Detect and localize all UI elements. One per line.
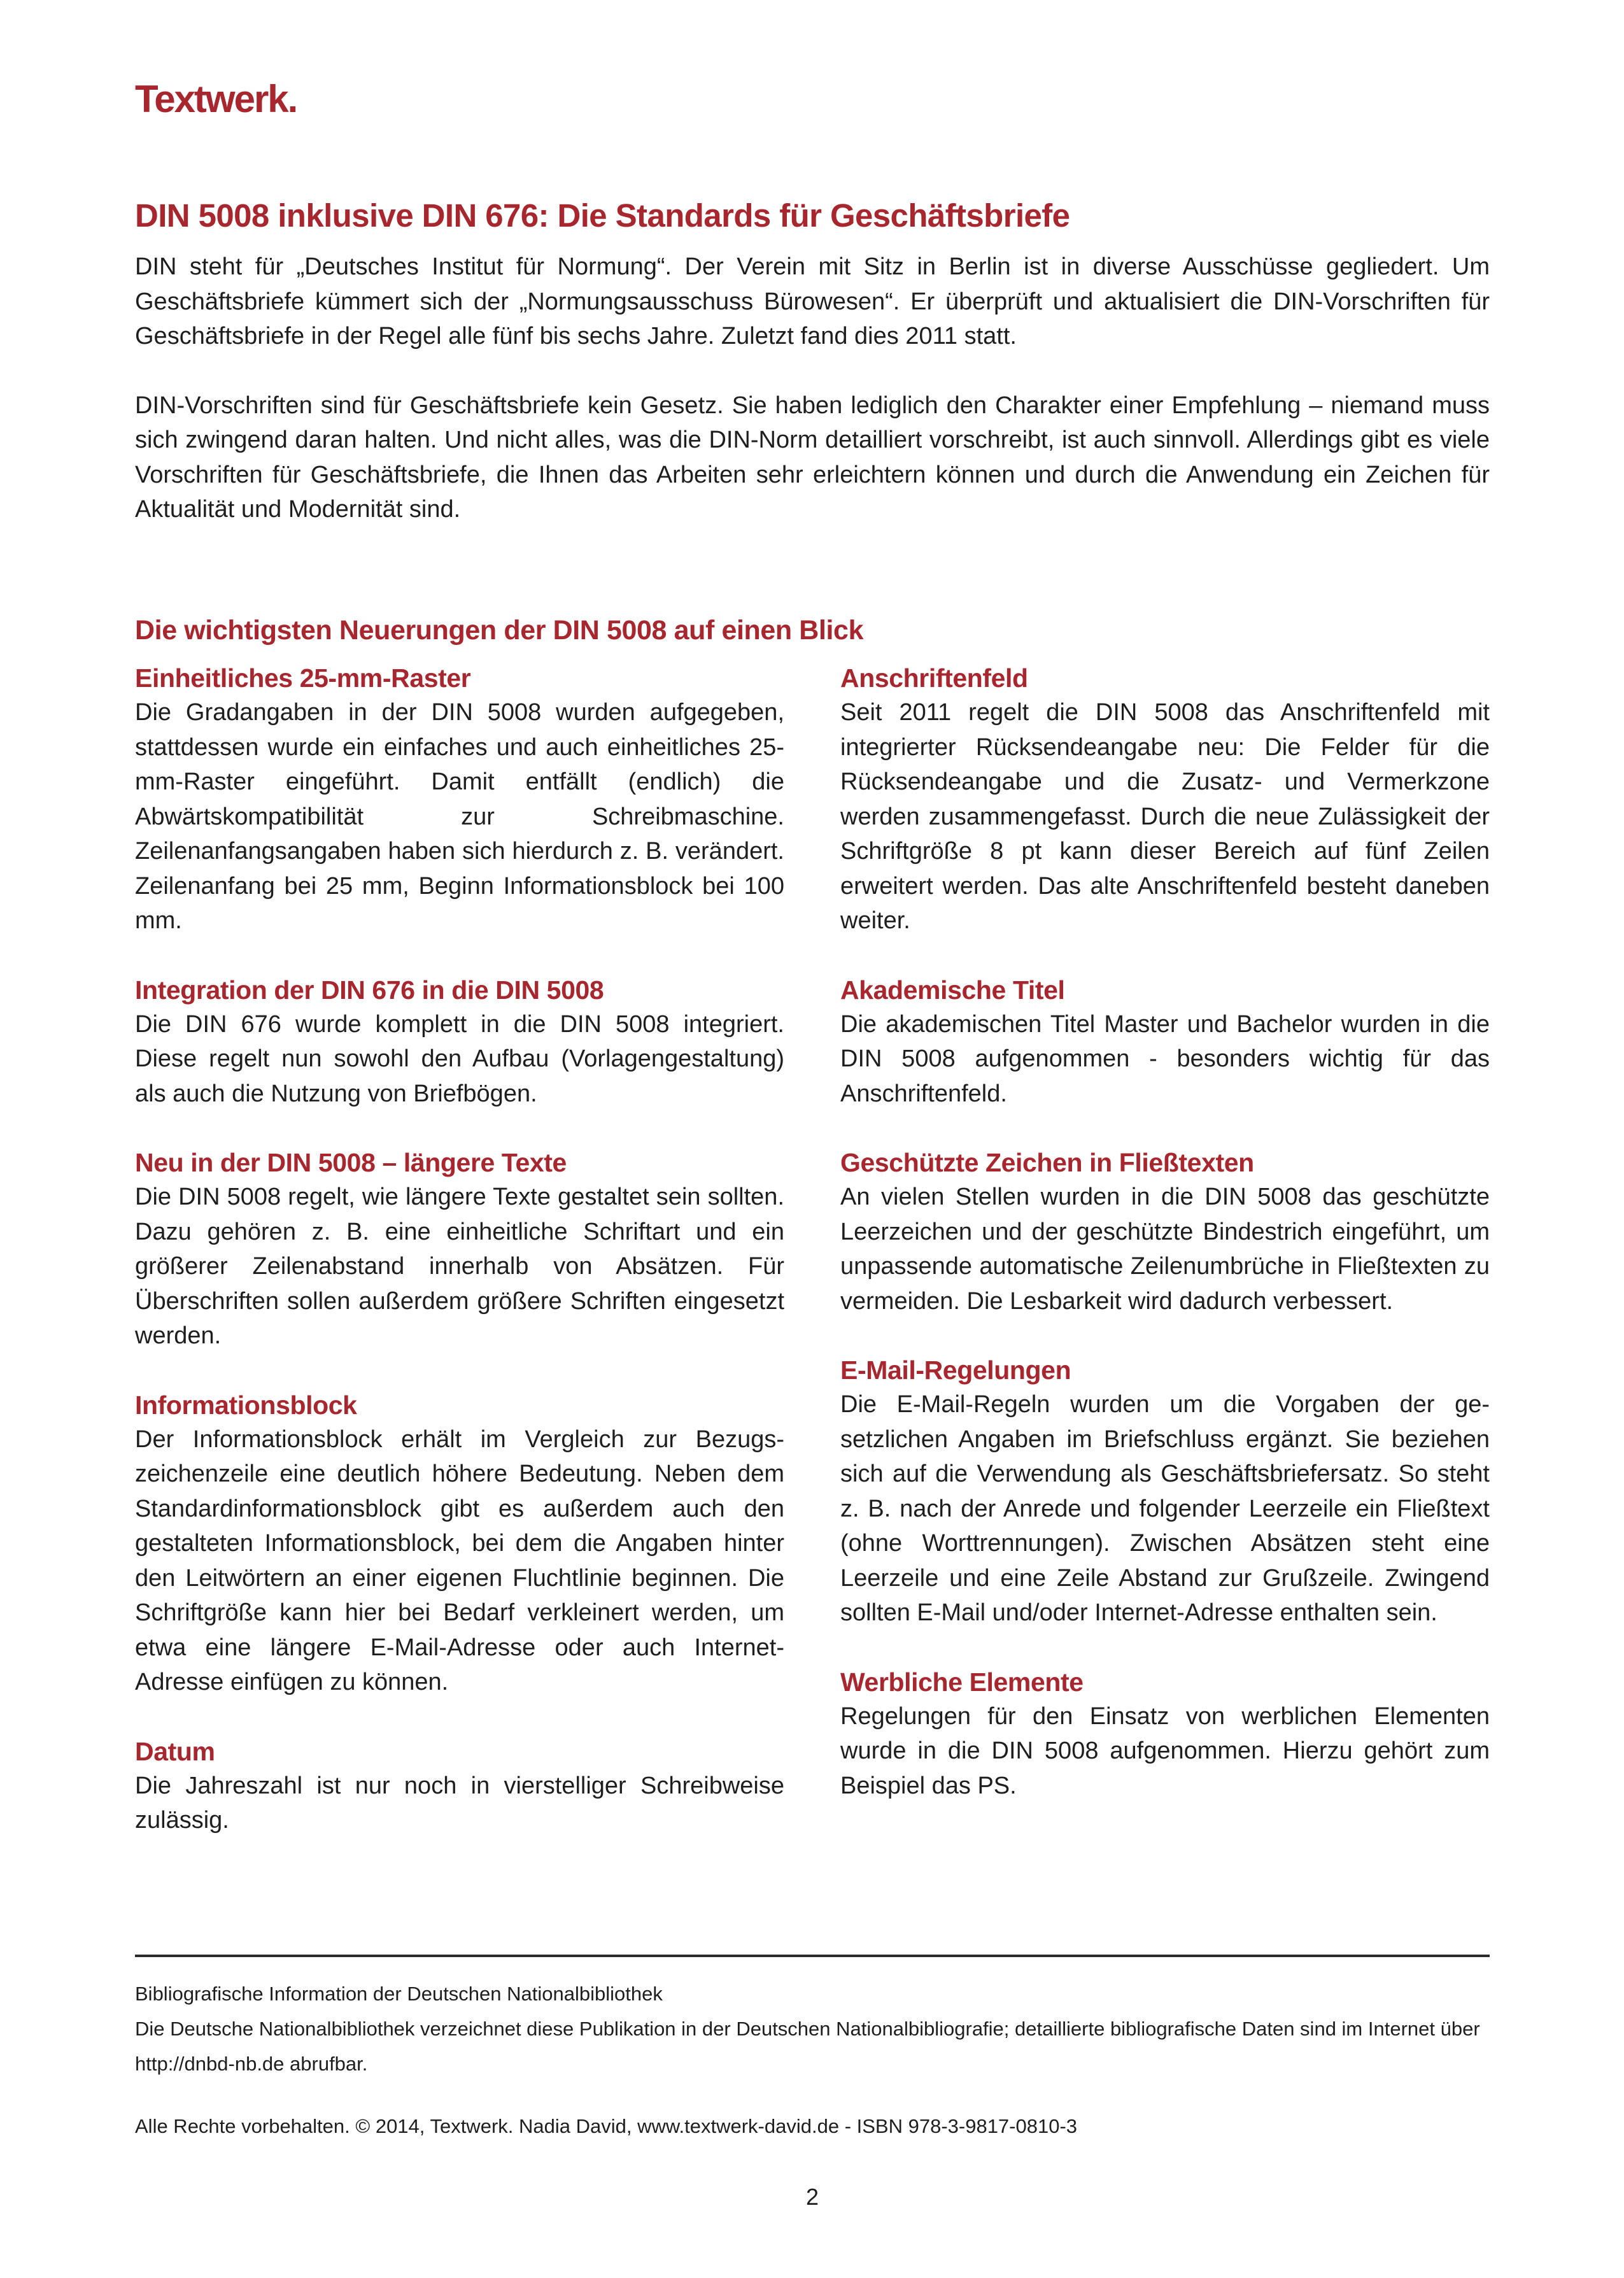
section-body: Die DIN 5008 regelt, wie längere Texte gestaltet sein sollten. Dazu gehören z. B. eine einheitliche Schriftart und ein größerer Zeilenabstand innerhalb von Absätzen. Für Überschriften sollen außerdem größere Schriften eingesetzt werden. [135,1184,784,1349]
section-email-regelungen [840,1353,1490,1631]
section-heading: Werbliche Elemente [840,1667,1084,1697]
section-body: Regelungen für den Einsatz von werblichen Elementen wurde in die DIN 5008 aufgenommen. Hierzu gehört zum Beispiel das PS. [840,1702,1490,1799]
brand-logo: Textwerk. [135,78,297,120]
section-geschuetzte-zeichen [840,1145,1490,1319]
section-heading: Integration der DIN 676 in die DIN 5008 [135,975,604,1005]
section-heading: Informationsblock [135,1390,357,1420]
section-body: Die Gradangaben in der DIN 5008 wurden aufgegeben, stattdessen wurde ein einfaches und auch einheitliches 25-mm-Raster eingeführt. Damit entfällt (endlich) die Abwärtskompatibilität zur Schreibmaschine. Zeilenanfangsangaben haben sich hierdurch z. B. verändert. Zeilenanfang bei 25 mm, Beginn Informationsblock bei 100 mm. [135,699,784,934]
section-body: Die DIN 676 wurde komplett in die DIN 5008 integriert. Diese regelt nun sowohl den Aufbau (Vorlagengestaltung) als auch die Nutzung von Briefbögen. [135,1010,784,1107]
section-heading: Einheitliches 25-mm-Raster [135,663,471,693]
section-din676-integration [135,973,784,1112]
bib-text: Die Deutsche Nationalbibliothek verzeichnet diese Publikation in der Deutschen Nationalbibliografie; detaillierte bibliografische Daten sind im Internet über http://dnbd-nb.de abrufbar. [135,2018,1480,2075]
section-heading: Datum [135,1736,215,1766]
section-heading: Anschriftenfeld [840,663,1028,693]
section-body: Der Informationsblock erhält im Vergleich zur Bezugszeichenzeile eine deutlich höhere Bedeutung. Neben dem Standardinformationsblock gibt es außerdem auch den gestalteten Informationsblock, bei dem die Angaben hinter den Leitwörtern an einer eigenen Fluchtlinie beginnen. Die Schriftgröße kann hier bei Bedarf verkleinert werden, um etwa eine längere E-Mail-Adresse oder auch Internet-Adresse einfügen zu können. [135,1426,784,1695]
page-title: DIN 5008 inklusive DIN 676: Die Standards für Geschäftsbriefe [135,197,1070,234]
footer-divider [135,1955,1490,1957]
bibliographic-info [135,1976,1490,2081]
page-number: 2 [805,2184,819,2210]
section-heading: Geschützte Zeichen in Fließtexten [840,1148,1254,1177]
overview-heading: Die wichtigsten Neuerungen der DIN 5008 auf einen Blick [135,614,864,646]
section-heading: Akademische Titel [840,975,1065,1005]
section-raster [135,661,784,938]
section-datum [135,1734,784,1838]
two-column-content [135,661,1490,1872]
section-heading: Neu in der DIN 5008 – längere Texte [135,1148,567,1177]
copyright-line: Alle Rechte vorbehalten. © 2014, Textwerk. Nadia David, www.textwerk-david.de - ISBN 978-3-9817-0810-3 [135,2115,1078,2137]
section-heading: E-Mail-Regelungen [840,1355,1071,1385]
section-body: An vielen Stellen wurden in die DIN 5008 das geschützte Leerzeichen und der geschützte Bindestrich eingeführt, um unpassende automatische Zeilenumbrüche in Fließtexten zu vermeiden. Die Lesbarkeit wird dadurch verbessert. [840,1184,1490,1315]
intro-paragraph: DIN-Vorschriften sind für Geschäftsbriefe kein Gesetz. Sie haben lediglich den Charakter einer Empfehlung – niemand muss sich zwingend daran halten. Und nicht alles, was die DIN-Norm detailliert vorschreibt, ist auch sinnvoll. Allerdings gibt es viele Vorschriften für Geschäftsbriefe, die Ihnen das Arbeiten sehr erleichtern können und durch die Anwendung ein Zeichen für Aktualität und Modernität sind. [135,392,1490,523]
section-body: Die akademischen Titel Master und Bachelor wurden in die DIN 5008 aufgenommen - besonders wichtig für das Anschriftenfeld. [840,1010,1490,1107]
section-akademische-titel [840,973,1490,1112]
section-anschriftenfeld [840,661,1490,938]
section-longer-texts [135,1145,784,1354]
section-body: Die Jahreszahl ist nur noch in vierstelliger Schreibweise zulässig. [135,1772,784,1834]
section-werbliche-elemente [840,1665,1490,1804]
intro-paragraph: DIN steht für „Deutsches Institut für Normung“. Der Verein mit Sitz in Berlin ist in diverse Ausschüsse gegliedert. Um Geschäftsbriefe kümmert sich der „Normungsausschuss Bürowesen“. Er überprüft und aktualisiert die DIN-Vorschriften für Geschäftsbriefe in der Regel alle fünf bis sechs Jahre. Zuletzt fand dies 2011 statt. [135,253,1490,350]
intro-section [135,250,1490,562]
section-body: Seit 2011 regelt die DIN 5008 das Anschriftenfeld mit integrierter Rücksendeangabe neu: Die Felder für die Rücksendeangabe und die Zusatz- und Vermerkzone werden zusammengefasst. Durch die neue Zulässigkeit der Schriftgröße 8 pt kann dieser Bereich auf fünf Zeilen erweitert werden. Das alte Anschriftenfeld besteht daneben weiter. [840,699,1490,934]
right-column [840,661,1490,1872]
section-body: Die E-Mail-Regeln wurden um die Vorgaben der gesetzlichen Angaben im Briefschluss ergänzt. Sie beziehen sich auf die Verwendung als Geschäftsbriefersatz. So steht z. B. nach der Anrede und folgender Leerzeile ein Fließtext (ohne Worttrennungen). Zwischen Absätzen steht eine Leerzeile und eine Zeile Abstand zur Grußzeile. Zwingend sollten E-Mail und/oder Internet-Adresse enthalten sein. [840,1391,1490,1626]
section-informationsblock [135,1388,784,1700]
left-column [135,661,784,1872]
bib-title: Bibliografische Information der Deutschen Nationalbibliothek [135,1983,663,2005]
